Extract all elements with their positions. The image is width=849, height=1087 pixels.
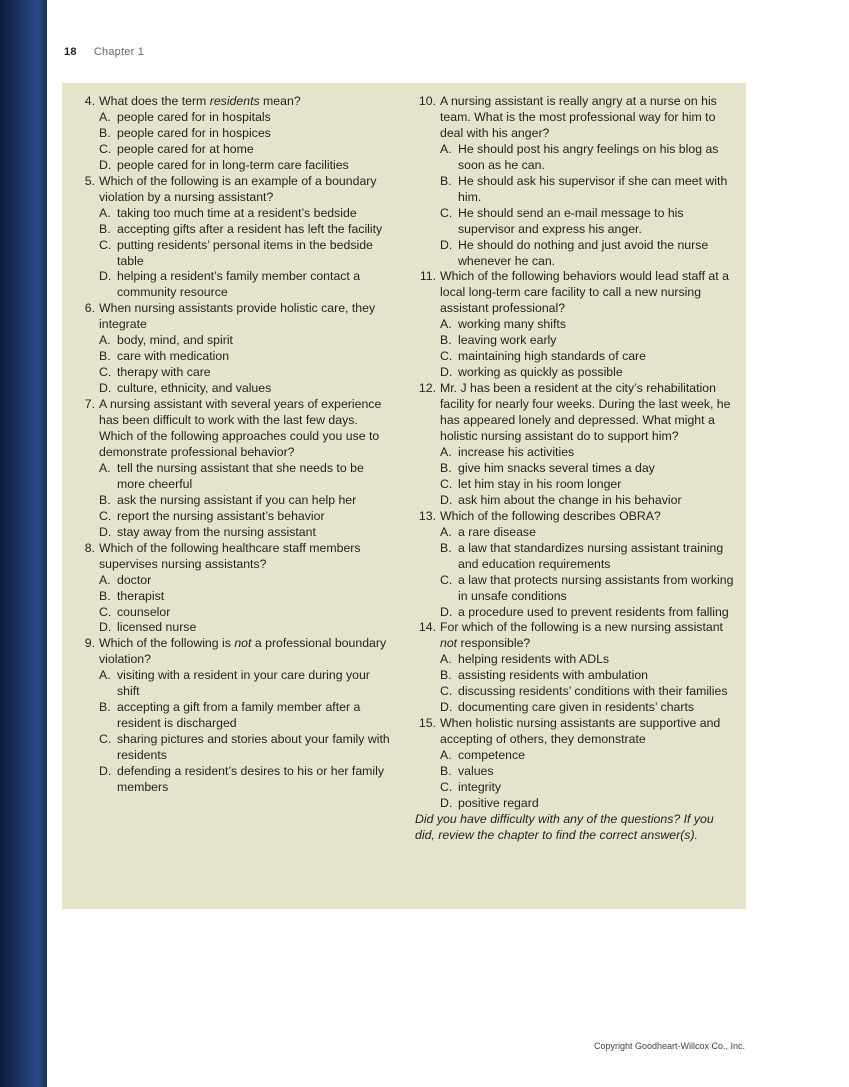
option-text: doctor — [117, 572, 152, 587]
question-stem: A nursing assistant with several years of experience has been difficult to work with the last few days. Which of the following approaches could you use to demonstrate professional behavior? — [99, 397, 382, 459]
question-stem: Which of the following is — [99, 636, 235, 651]
option-text: taking too much time at a resident’s bedside — [117, 205, 357, 220]
option-letter: C. — [440, 205, 453, 220]
questions-column-left — [83, 94, 393, 796]
answer-option — [415, 493, 735, 509]
option-text: let him stay in his room longer — [458, 476, 622, 491]
question-number: 10. — [418, 94, 436, 108]
answer-option — [83, 732, 393, 764]
answer-option — [415, 477, 735, 493]
answer-option — [415, 333, 735, 349]
option-letter: A. — [440, 524, 452, 539]
option-text: licensed nurse — [117, 620, 197, 635]
option-letter: D. — [440, 492, 453, 507]
question-text — [83, 541, 393, 573]
option-letter: C. — [99, 365, 112, 380]
option-letter: C. — [440, 779, 453, 794]
option-letter: D. — [99, 381, 112, 396]
answer-option — [83, 158, 393, 174]
option-letter: D. — [440, 365, 453, 380]
answer-option — [415, 684, 735, 700]
option-text: helping residents with ADLs — [458, 652, 610, 667]
answer-option — [415, 238, 735, 270]
answer-option — [83, 573, 393, 589]
closing-note: Did you have difficulty with any of the questions? If you did, review the chapter to find the correct answer(s). — [415, 811, 714, 842]
question-block — [415, 269, 735, 381]
answer-option — [83, 349, 393, 365]
answer-option — [415, 573, 735, 605]
answer-option — [83, 620, 393, 636]
option-letter: A. — [440, 317, 452, 332]
option-text: He should send an e-mail message to his supervisor and express his anger. — [458, 205, 684, 236]
answer-option — [415, 605, 735, 621]
option-letter: B. — [440, 540, 452, 555]
option-letter: C. — [440, 572, 453, 587]
answer-option — [415, 142, 735, 174]
option-text: discussing residents’ conditions with their families — [458, 684, 728, 699]
book-spine-band — [0, 0, 47, 1087]
question-number: 11. — [419, 269, 436, 284]
question-stem: What does the term — [99, 94, 210, 108]
answer-option — [415, 668, 735, 684]
option-text: ask the nursing assistant if you can help her — [117, 492, 357, 507]
option-text: people cared for at home — [117, 141, 254, 156]
option-text: working as quickly as possible — [458, 365, 623, 380]
option-text: values — [458, 764, 494, 779]
answer-option — [415, 445, 735, 461]
option-letter: C. — [99, 508, 112, 523]
review-questions-box — [62, 83, 746, 909]
question-emphasis: not — [234, 636, 252, 651]
question-stem: Which of the following healthcare staff members supervises nursing assistants? — [99, 540, 361, 571]
option-text: maintaining high standards of care — [458, 349, 646, 364]
question-stem: Which of the following describes OBRA? — [440, 508, 661, 523]
option-text: report the nursing assistant’s behavior — [117, 508, 325, 523]
answer-option — [83, 668, 393, 700]
answer-option — [415, 541, 735, 573]
question-stem: mean? — [259, 94, 301, 108]
option-letter: D. — [99, 524, 112, 539]
option-text: culture, ethnicity, and values — [117, 381, 272, 396]
question-text — [415, 269, 735, 317]
option-letter: A. — [99, 572, 111, 587]
option-letter: B. — [440, 173, 452, 188]
answer-option — [83, 365, 393, 381]
option-letter: B. — [99, 700, 111, 715]
question-text — [415, 716, 735, 748]
chapter-label: Chapter 1 — [93, 46, 145, 58]
option-text: people cared for in hospices — [117, 125, 271, 140]
question-block — [83, 541, 393, 637]
question-text — [83, 174, 393, 206]
answer-option — [83, 222, 393, 238]
option-letter: D. — [440, 237, 453, 252]
question-number: 5. — [84, 173, 95, 188]
question-number: 6. — [84, 301, 95, 316]
option-letter: A. — [440, 748, 452, 763]
option-text: He should ask his supervisor if she can meet with him. — [458, 173, 728, 204]
option-text: care with medication — [117, 349, 230, 364]
option-text: body, mind, and spirit — [117, 333, 233, 348]
option-letter: D. — [99, 269, 112, 284]
page-number: 18 — [64, 46, 77, 58]
question-stem: Which of the following is an example of a boundary violation by a nursing assistant? — [99, 173, 377, 204]
option-letter: C. — [99, 237, 112, 252]
option-text: integrity — [458, 779, 502, 794]
answer-option — [83, 589, 393, 605]
question-stem: A nursing assistant is really angry at a nurse on his team. What is the most professional way for him to deal with his anger? — [440, 94, 717, 140]
option-text: visiting with a resident in your care during your shift — [117, 668, 370, 699]
option-letter: C. — [99, 604, 112, 619]
question-number: 8. — [84, 540, 95, 555]
option-text: accepting gifts after a resident has left the facility — [117, 221, 383, 236]
question-number: 9. — [84, 636, 95, 651]
copyright-notice: Copyright Goodheart-Willcox Co., Inc. — [594, 1041, 746, 1051]
answer-option — [415, 461, 735, 477]
question-block — [415, 620, 735, 716]
answer-option — [83, 269, 393, 301]
answer-option — [83, 381, 393, 397]
question-number: 15. — [418, 716, 436, 731]
question-number: 7. — [84, 397, 95, 412]
answer-option — [83, 509, 393, 525]
option-letter: B. — [440, 333, 452, 348]
answer-option — [83, 493, 393, 509]
option-text: counselor — [117, 604, 171, 619]
option-letter: C. — [440, 349, 453, 364]
option-letter: A. — [99, 668, 111, 683]
option-letter: B. — [440, 764, 452, 779]
option-text: a law that protects nursing assistants from working in unsafe conditions — [458, 572, 734, 603]
option-letter: A. — [440, 652, 452, 667]
option-text: therapist — [117, 588, 165, 603]
option-text: defending a resident’s desires to his or her family members — [117, 764, 385, 794]
option-letter: D. — [440, 700, 453, 715]
question-emphasis: residents — [209, 94, 260, 108]
option-text: assisting residents with ambulation — [458, 668, 649, 683]
question-block — [83, 301, 393, 397]
question-text — [415, 509, 735, 525]
option-letter: B. — [99, 588, 111, 603]
answer-option — [83, 605, 393, 621]
option-text: stay away from the nursing assistant — [117, 524, 316, 539]
option-text: people cared for in hospitals — [117, 109, 271, 124]
option-text: a procedure used to prevent residents from falling — [458, 604, 729, 619]
question-emphasis: not — [440, 636, 458, 651]
questions-column-right — [415, 94, 735, 844]
option-letter: A. — [440, 141, 452, 156]
option-text: increase his activities — [458, 444, 575, 459]
question-block — [415, 381, 735, 509]
running-head — [64, 46, 144, 58]
answer-option — [83, 110, 393, 126]
answer-option — [83, 700, 393, 732]
question-text — [83, 301, 393, 333]
option-letter: B. — [99, 125, 111, 140]
question-number: 14. — [418, 620, 436, 635]
option-text: accepting a gift from a family member after a resident is discharged — [117, 700, 361, 731]
option-letter: A. — [99, 333, 111, 348]
answer-option — [415, 796, 735, 812]
answer-option — [415, 206, 735, 238]
question-block — [415, 716, 735, 812]
option-text: He should post his angry feelings on his blog as soon as he can. — [458, 141, 719, 172]
question-stem: Which of the following behaviors would lead staff at a local long-term care facility to call a new nursing assistant professional? — [440, 269, 729, 316]
option-letter: A. — [440, 444, 452, 459]
option-letter: C. — [99, 141, 112, 156]
answer-option — [415, 700, 735, 716]
option-text: tell the nursing assistant that she needs to be more cheerful — [117, 460, 364, 491]
question-block — [83, 174, 393, 302]
question-stem: For which of the following is a new nursing assistant — [440, 620, 723, 635]
answer-option — [83, 333, 393, 349]
option-letter: A. — [99, 460, 111, 475]
answer-option — [415, 349, 735, 365]
option-letter: A. — [99, 205, 111, 220]
question-stem: responsible? — [457, 636, 531, 651]
question-stem: When holistic nursing assistants are supportive and accepting of others, they demonstrate — [440, 716, 721, 747]
question-text — [415, 381, 735, 445]
answer-option — [415, 652, 735, 668]
answer-option — [415, 764, 735, 780]
option-text: documenting care given in residents’ charts — [458, 700, 695, 715]
answer-option — [415, 780, 735, 796]
question-block — [415, 94, 735, 269]
option-text: a law that standardizes nursing assistant training and education requirements — [458, 540, 724, 571]
option-letter: A. — [99, 109, 111, 124]
question-number: 12. — [418, 381, 436, 396]
answer-option — [415, 174, 735, 206]
option-letter: C. — [440, 476, 453, 491]
answer-option — [83, 764, 393, 796]
option-text: competence — [458, 748, 525, 763]
question-stem: a professional boundary violation? — [99, 636, 387, 667]
question-block — [83, 94, 393, 174]
question-number: 13. — [418, 508, 436, 523]
answer-option — [83, 461, 393, 493]
option-text: ask him about the change in his behavior — [458, 492, 682, 507]
option-letter: B. — [440, 668, 452, 683]
question-text — [415, 620, 735, 652]
answer-option — [415, 748, 735, 764]
option-text: working many shifts — [458, 317, 566, 332]
option-text: sharing pictures and stories about your family with residents — [117, 732, 390, 763]
option-letter: B. — [99, 349, 111, 364]
answer-option — [415, 317, 735, 333]
option-letter: D. — [440, 604, 453, 619]
option-text: a rare disease — [458, 524, 536, 539]
option-letter: B. — [440, 460, 452, 475]
option-text: helping a resident’s family member contact a community resource — [117, 269, 361, 300]
option-letter: D. — [440, 795, 453, 810]
question-text — [83, 397, 393, 461]
option-text: putting residents’ personal items in the bedside table — [117, 237, 373, 268]
option-text: He should do nothing and just avoid the nurse whenever he can. — [458, 237, 709, 268]
answer-option — [83, 238, 393, 270]
option-letter: C. — [99, 732, 112, 747]
answer-option — [83, 142, 393, 158]
question-block — [415, 509, 735, 621]
question-block — [83, 397, 393, 541]
option-text: give him snacks several times a day — [458, 460, 655, 475]
question-stem: When nursing assistants provide holistic care, they integrate — [99, 301, 376, 332]
option-letter: B. — [99, 492, 111, 507]
answer-option — [83, 126, 393, 142]
question-text — [415, 94, 735, 142]
option-text: people cared for in long-term care facilities — [117, 157, 349, 172]
answer-option — [415, 365, 735, 381]
option-text: therapy with care — [117, 365, 211, 380]
answer-option — [83, 206, 393, 222]
answer-option — [83, 525, 393, 541]
option-letter: B. — [99, 221, 111, 236]
question-text — [83, 636, 393, 668]
question-block — [83, 636, 393, 796]
option-letter: D. — [99, 157, 112, 172]
question-number: 4. — [84, 94, 95, 108]
question-stem: Mr. J has been a resident at the city’s rehabilitation facility for nearly four weeks. During the last week, he has appeared lonely and depressed. What might a holistic nursing assistant do to support him? — [440, 381, 731, 444]
option-text: positive regard — [458, 795, 539, 810]
option-letter: C. — [440, 684, 453, 699]
option-letter: D. — [99, 764, 112, 779]
answer-option — [415, 525, 735, 541]
question-text — [83, 94, 393, 110]
option-text: leaving work early — [458, 333, 557, 348]
option-letter: D. — [99, 620, 112, 635]
